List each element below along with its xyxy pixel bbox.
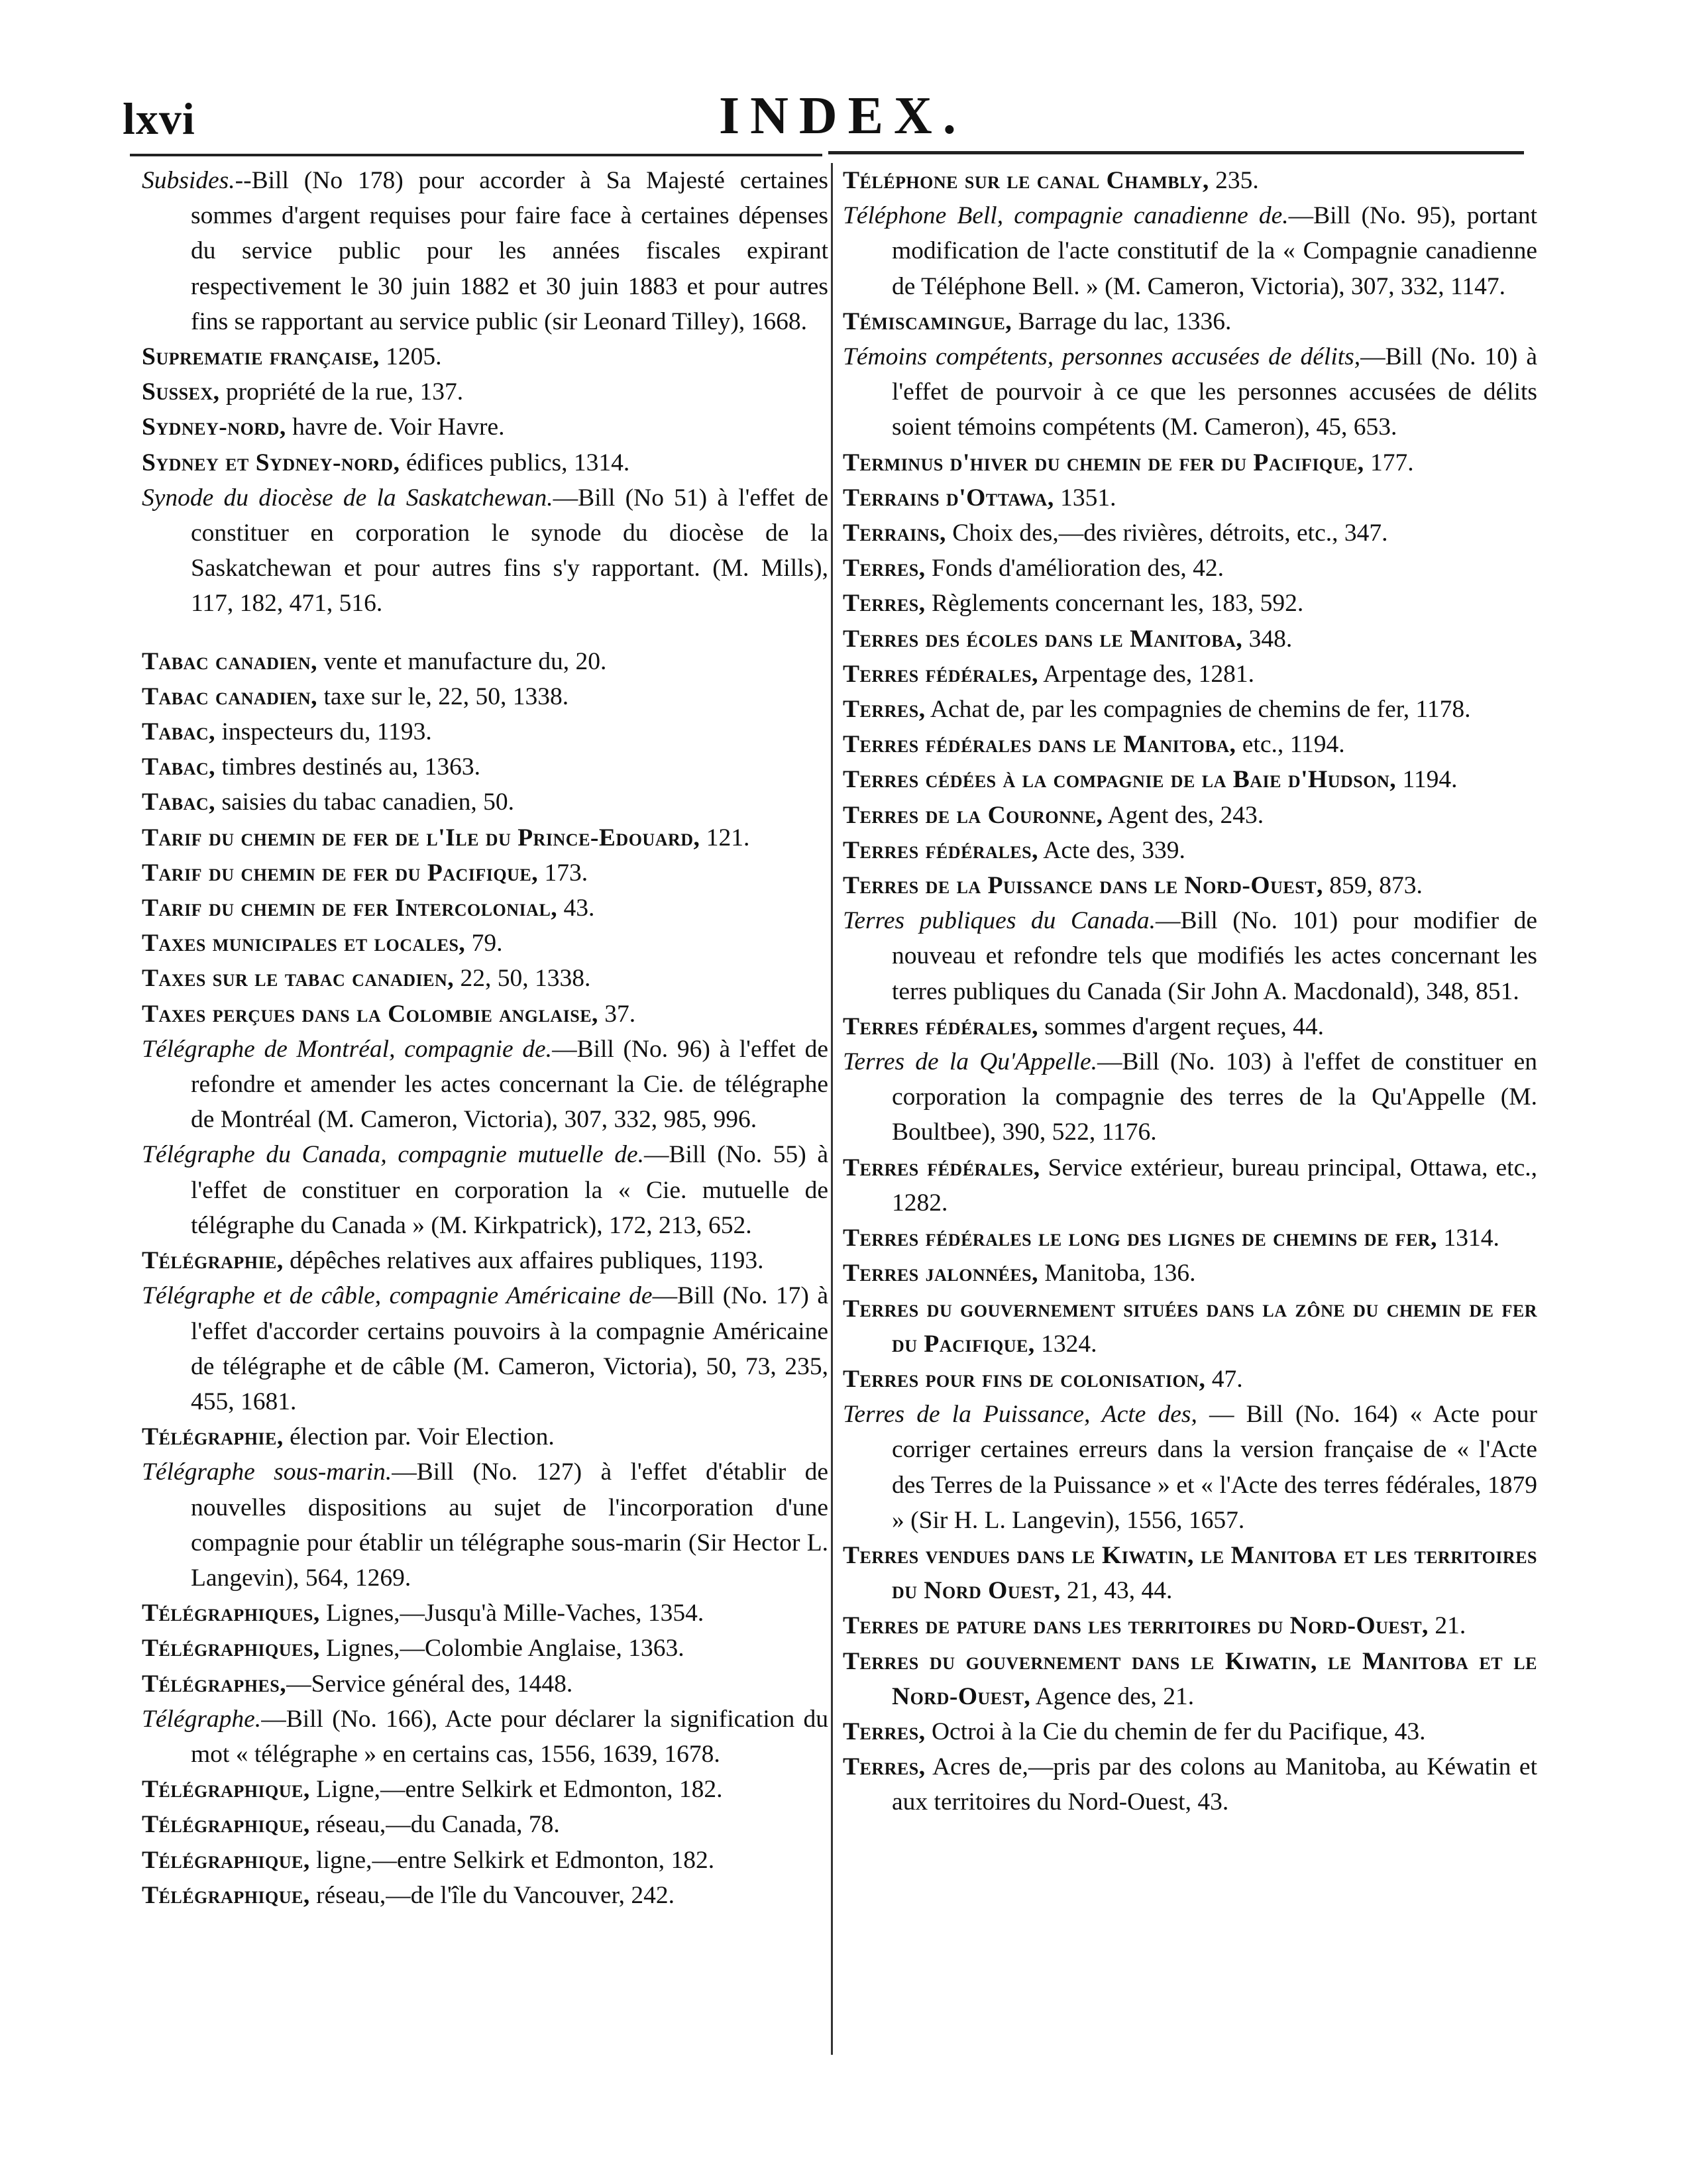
entry-text: 859, 873.: [1323, 872, 1423, 900]
index-entry: [843, 622, 1537, 657]
index-entry: [142, 374, 828, 410]
entry-text: Ligne,—entre Selkirk et Edmonton, 182.: [309, 1776, 723, 1804]
entry-heading: Tarif du chemin de fer de l'Ile du Prince-Edouard,: [142, 824, 700, 851]
index-entry: [843, 1362, 1537, 1397]
index-entry: [843, 1256, 1537, 1291]
entry-text: 1351.: [1054, 484, 1116, 512]
entry-text: havre de. Voir Havre.: [286, 413, 505, 441]
index-entry: [843, 586, 1537, 621]
entry-text: taxe sur le, 22, 50, 1338.: [317, 682, 569, 710]
entry-heading: Téléphone Bell, compagnie canadienne de.: [843, 202, 1289, 230]
entry-text: 21.: [1428, 1612, 1466, 1640]
index-entry: [142, 749, 828, 785]
entry-heading: Terres,: [843, 696, 926, 724]
index-entry: [142, 820, 828, 855]
entry-text: —Bill (No. 127) à l'effet d'établir de nouvelles dispositions au sujet de l'incorporation d'une compagnie pour établir un télégraphe sous-marin (Sir Hector L. Langevin), 564, 1269.: [191, 1458, 828, 1592]
entry-text: —Bill (No. 96) à l'effet de refondre et amender les actes concernant la Cie. de télégraphe de Montréal (M. Cameron, Victoria), 307, 332, 985, 996.: [191, 1035, 828, 1134]
entry-text: —Bill (No. 17) à l'effet d'accorder certains pouvoirs à la compagnie Américaine de télégraphe et de câble (M. Cameron, Victoria), 50, 73, 235, 455, 1681.: [191, 1282, 828, 1415]
index-entry: [843, 304, 1537, 339]
index-entry: [142, 1666, 828, 1702]
index-entry: [142, 1243, 828, 1278]
index-entry: [843, 727, 1537, 762]
entry-heading: Télégraphe sous-marin.: [142, 1458, 392, 1486]
entry-heading: Terres vendues dans le Kiwatin, le Manitoba et les territoires du Nord Ouest,: [843, 1541, 1537, 1605]
entry-text: 1314.: [1437, 1225, 1499, 1252]
entry-heading: Terres fédérales,: [843, 836, 1038, 864]
entry-text: 177.: [1364, 449, 1414, 476]
entry-text: Octroi à la Cie du chemin de fer du Pacifique, 43.: [925, 1718, 1426, 1745]
entry-heading: Télégraphe et de câble, compagnie Américaine de: [142, 1282, 653, 1310]
entry-heading: Terres,: [843, 590, 926, 618]
entry-text: —Bill (No. 166), Acte pour déclarer la signification du mot « télégraphe » en certains cas, 1556, 1639, 1678.: [191, 1705, 828, 1768]
index-entry: [843, 1009, 1537, 1044]
entry-heading: Tarif du chemin de fer du Pacifique,: [142, 859, 539, 887]
entry-text: 1194.: [1396, 766, 1458, 794]
entry-text: — Bill (No. 164) « Acte pour corriger certaines erreurs dans la version française de « l'Acte des Terres de la Puissance » et « l'Acte des terres fédérales, 1879 » (Sir H. L. Langevin), 1556, 1657.: [892, 1401, 1537, 1534]
entry-text: 348.: [1242, 625, 1293, 653]
entry-heading: Terres pour fins de colonisation,: [843, 1365, 1206, 1393]
index-entry: [142, 1419, 828, 1454]
entry-text: Barrage du lac, 1336.: [1012, 307, 1232, 335]
entry-text: sommes d'argent reçues, 44.: [1038, 1012, 1324, 1040]
entry-text: Règlements concernant les, 183, 592.: [925, 590, 1304, 618]
index-entry: [843, 868, 1537, 903]
entry-heading: Terrains,: [843, 519, 946, 547]
index-entry: [142, 855, 828, 891]
entry-heading: Terres fédérales dans le Manitoba,: [843, 731, 1236, 759]
entry-text: élection par. Voir Election.: [283, 1423, 555, 1451]
entry-heading: Sussex,: [142, 378, 220, 406]
entry-heading: Terres fédérales,: [843, 1154, 1040, 1181]
entry-text: Fonds d'amélioration des, 42.: [925, 555, 1224, 582]
entry-text: 43.: [557, 895, 595, 922]
index-entry: [142, 1032, 828, 1138]
entry-heading: Télégraphes,: [142, 1670, 287, 1698]
entry-heading: Témiscamingue,: [843, 307, 1012, 335]
entry-heading: Télégraphiques,: [142, 1635, 320, 1663]
entry-text: ligne,—entre Selkirk et Edmonton, 182.: [309, 1846, 715, 1874]
index-entry: [843, 1714, 1537, 1749]
index-entry: [142, 445, 828, 480]
entry-text: édifices publics, 1314.: [400, 449, 630, 476]
right-column: [843, 163, 1537, 1820]
entry-text: 235.: [1209, 167, 1259, 194]
entry-text: 37.: [598, 1000, 636, 1028]
entry-heading: Sydney-nord,: [142, 413, 286, 441]
entry-text: Acres de,—pris par des colons au Manitoba, au Kéwatin et aux territoires du Nord-Ouest, 43.: [892, 1753, 1537, 1816]
index-entry: [142, 1631, 828, 1666]
index-entry: [142, 1702, 828, 1772]
entry-heading: Tarif du chemin de fer Intercolonial,: [142, 895, 558, 922]
index-entry: [142, 714, 828, 749]
entry-text: inspecteurs du, 1193.: [215, 718, 432, 746]
entry-heading: Sydney et Sydney-nord,: [142, 449, 400, 476]
index-entry: [142, 1878, 828, 1913]
entry-text: Choix des,—des rivières, détroits, etc., 347.: [946, 519, 1388, 547]
entry-text: —Service général des, 1448.: [286, 1670, 573, 1698]
entry-heading: Terminus d'hiver du chemin de fer du Pacifique,: [843, 449, 1364, 476]
entry-heading: Tabac canadien,: [142, 682, 318, 710]
entry-text: etc., 1194.: [1236, 731, 1345, 759]
entry-text: propriété de la rue, 137.: [219, 378, 464, 406]
index-entry: [142, 1772, 828, 1807]
index-entry: [843, 657, 1537, 692]
index-entry: [142, 410, 828, 445]
entry-text: 21, 43, 44.: [1060, 1577, 1173, 1605]
index-entry: [843, 1044, 1537, 1150]
index-entry: [843, 1538, 1537, 1608]
entry-text: —Bill (No 51) à l'effet de constituer en corporation le synode du diocèse de la Saskatchewan et pour autres fins s'y rapportant. (M. Mills), 117, 182, 471, 516.: [191, 484, 828, 618]
index-entry: [843, 903, 1537, 1009]
entry-heading: Taxes perçues dans la Colombie anglaise,: [142, 1000, 598, 1028]
entry-text: Manitoba, 136.: [1038, 1260, 1196, 1287]
header-rule-right: [828, 151, 1524, 154]
index-entry: [843, 1749, 1537, 1820]
entry-text: 1205.: [379, 343, 442, 371]
entry-heading: Taxes sur le tabac canadien,: [142, 965, 455, 993]
entry-heading: Tabac canadien,: [142, 647, 318, 675]
entry-text: —Bill (No. 95), portant modification de l'acte constitutif de la « Compagnie canadienne de Téléphone Bell. » (M. Cameron, Victoria), 307, 332, 1147.: [892, 202, 1538, 300]
index-entry: [142, 339, 828, 374]
entry-text: 173.: [538, 859, 588, 887]
page-title: INDEX.: [719, 87, 967, 145]
entry-heading: Télégraphique,: [142, 1846, 310, 1874]
entry-heading: Terres publiques du Canada.: [843, 907, 1156, 935]
entry-heading: Tabac,: [142, 789, 216, 816]
index-entry: [142, 1596, 828, 1631]
index-entry: [142, 997, 828, 1032]
entry-text: 22, 50, 1338.: [454, 965, 591, 993]
entry-heading: Téléphone sur le canal Chambly,: [843, 167, 1209, 194]
entry-text: —Bill (No. 101) pour modifier de nouveau et refondre tels que modifiés les actes concernant les terres publiques du Canada (Sir John A. Macdonald), 348, 851.: [892, 907, 1537, 1005]
entry-text: réseau,—du Canada, 78.: [309, 1811, 560, 1839]
entry-heading: Terres fédérales,: [843, 660, 1038, 688]
index-entry: [843, 516, 1537, 551]
entry-heading: Synode du diocèse de la Saskatchewan.: [142, 484, 553, 512]
entry-text: —Bill (No. 10) à l'effet de pourvoir à ce que les personnes accusées de délits soient témoins compétents (M. Cameron), 45, 653.: [892, 343, 1537, 441]
entry-text: réseau,—de l'île du Vancouver, 242.: [309, 1881, 675, 1909]
index-entry: [142, 1454, 828, 1596]
entry-heading: Télégraphe.: [142, 1705, 262, 1733]
page-number: lxvi: [123, 93, 195, 144]
entry-text: Agence des, 21.: [1030, 1682, 1195, 1710]
entry-heading: Télégraphe du Canada, compagnie mutuelle de.: [142, 1141, 645, 1169]
entry-heading: Terrains d'Ottawa,: [843, 484, 1054, 512]
left-column: [142, 163, 828, 1913]
entry-heading: Subsides.: [142, 167, 235, 194]
entry-text: —Bill (No. 103) à l'effet de constituer en corporation la compagnie des terres de la Qu'Appelle (M. Boultbee), 390, 522, 1176.: [892, 1048, 1537, 1146]
index-entry: [843, 692, 1537, 727]
entry-heading: Télégraphie,: [142, 1247, 284, 1275]
entry-heading: Témoins compétents, personnes accusées de délits,: [843, 343, 1361, 371]
entry-text: —Bill (No. 55) à l'effet de constituer en corporation la « Cie. mutuelle de télégraphe du Canada » (M. Kirkpatrick), 172, 213, 652.: [191, 1141, 828, 1239]
index-entry: [142, 961, 828, 996]
entry-heading: Télégraphique,: [142, 1776, 310, 1804]
entry-heading: Télégraphie,: [142, 1423, 284, 1451]
entry-text: timbres destinés au, 1363.: [215, 753, 481, 781]
entry-text: Lignes,—Jusqu'à Mille-Vaches, 1354.: [319, 1600, 704, 1627]
entry-heading: Tabac,: [142, 718, 216, 746]
index-entry: [142, 1278, 828, 1419]
entry-heading: Terres des écoles dans le Manitoba,: [843, 625, 1243, 653]
entry-text: 121.: [700, 824, 750, 851]
index-entry: [843, 198, 1537, 304]
entry-text: Service extérieur, bureau principal, Ottawa, etc., 1282.: [892, 1154, 1537, 1217]
entry-text: Lignes,—Colombie Anglaise, 1363.: [319, 1635, 684, 1663]
index-entry: [142, 644, 828, 679]
entry-text: 79.: [465, 930, 503, 957]
index-entry: [142, 480, 828, 622]
entry-heading: Télégraphique,: [142, 1881, 310, 1909]
entry-text: vente et manufacture du, 20.: [317, 647, 607, 675]
entry-heading: Terres cédées à la compagnie de la Baie d'Hudson,: [843, 766, 1397, 794]
index-entry: [843, 1221, 1537, 1256]
entry-heading: Terres de la Couronne,: [843, 801, 1103, 829]
index-entry: [142, 163, 828, 339]
index-entry: [142, 1807, 828, 1842]
entry-heading: Terres du gouvernement dans le Kiwatin, le Manitoba et le Nord-Ouest,: [843, 1647, 1537, 1710]
entry-text: Arpentage des, 1281.: [1038, 660, 1254, 688]
index-entry: [843, 1644, 1537, 1714]
index-entry: [843, 480, 1537, 516]
index-entry: [142, 1137, 828, 1243]
index-entry: [843, 762, 1537, 797]
entry-heading: Télégraphique,: [142, 1811, 310, 1839]
entry-text: 47.: [1205, 1365, 1243, 1393]
index-entry: [843, 445, 1537, 480]
entry-heading: Terres du gouvernement situées dans la zône du chemin de fer du Pacifique,: [843, 1295, 1537, 1358]
entry-heading: Terres de pature dans les territoires du Nord-Ouest,: [843, 1612, 1429, 1640]
index-entry: [142, 679, 828, 714]
entry-heading: Terres,: [843, 555, 926, 582]
index-entry: [843, 1150, 1537, 1221]
index-entry: [843, 1397, 1537, 1538]
entry-text: Agent des, 243.: [1103, 801, 1264, 829]
index-entry: [142, 926, 828, 961]
index-entry: [843, 163, 1537, 198]
index-entry: [843, 551, 1537, 586]
entry-text: Achat de, par les compagnies de chemins de fer, 1178.: [925, 696, 1471, 724]
index-entry: [843, 339, 1537, 445]
entry-text: --Bill (No 178) pour accorder à Sa Majesté certaines sommes d'argent requises pour faire face à certaines dépenses du service public pour les années fiscales expirant respectivement le 30 juin 1882 et 30 juin 1883 et pour autres fins se rapportant au service public (sir Leonard Tilley), 1668.: [191, 167, 828, 335]
entry-heading: Terres,: [843, 1753, 926, 1781]
entry-heading: Télégraphiques,: [142, 1600, 320, 1627]
entry-text: Acte des, 339.: [1038, 836, 1185, 864]
index-entry: [142, 785, 828, 820]
entry-text: saisies du tabac canadien, 50.: [215, 789, 514, 816]
entry-heading: Terres fédérales,: [843, 1012, 1038, 1040]
entry-heading: Terres de la Puissance, Acte des,: [843, 1401, 1197, 1429]
index-entry: [843, 798, 1537, 833]
entry-heading: Télégraphe de Montréal, compagnie de.: [142, 1035, 553, 1063]
entry-heading: Terres,: [843, 1718, 926, 1745]
entry-heading: Terres de la Qu'Appelle.: [843, 1048, 1097, 1076]
index-entry: [142, 1843, 828, 1878]
index-entry: [843, 833, 1537, 868]
header-rule-left: [130, 154, 822, 156]
entry-heading: Suprematie française,: [142, 343, 380, 371]
entry-heading: Terres de la Puissance dans le Nord-Ouest,: [843, 872, 1323, 900]
entry-text: dépêches relatives aux affaires publiques, 1193.: [283, 1247, 764, 1275]
column-divider: [831, 163, 833, 2055]
entry-heading: Tabac,: [142, 753, 216, 781]
index-entry: [843, 1291, 1537, 1362]
index-entry: [142, 891, 828, 926]
entry-heading: Terres fédérales le long des lignes de chemins de fer,: [843, 1225, 1438, 1252]
index-entry: [843, 1608, 1537, 1643]
entry-heading: Terres jalonnées,: [843, 1260, 1038, 1287]
entry-heading: Taxes municipales et locales,: [142, 930, 466, 957]
entry-text: 1324.: [1034, 1330, 1097, 1358]
